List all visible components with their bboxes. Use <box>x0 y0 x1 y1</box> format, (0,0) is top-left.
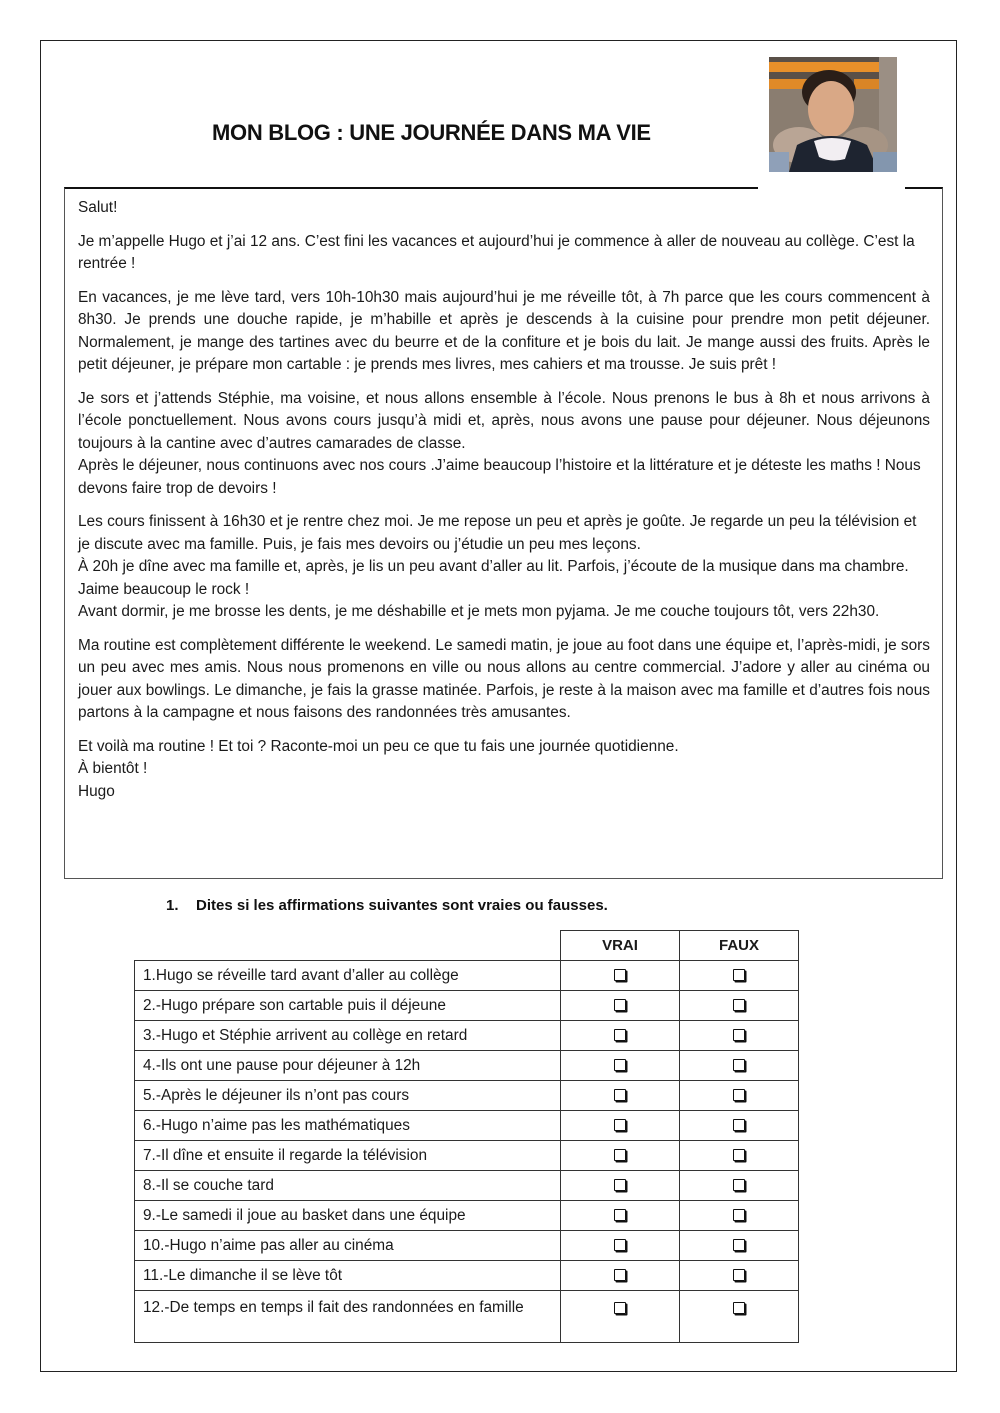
cell-vrai <box>561 1201 680 1231</box>
bedtime-text: Avant dormir, je me brosse les dents, je me déshabille et je mets mon pyjama. Je me couche toujours tôt, vers 22h30. <box>78 603 880 620</box>
table-row <box>135 961 799 991</box>
cell-faux <box>680 1111 799 1141</box>
checkbox-faux-icon[interactable] <box>733 1179 745 1191</box>
dinner-text: À 20h je dîne avec ma famille et, après, je lis un peu avant d’aller au lit. Parfois, j’écoute de la musique dans ma chambre. Jaime beaucoup le rock ! <box>78 558 909 598</box>
statement-text: 11.-Le dimanche il se lève tôt <box>135 1261 561 1291</box>
statement-text: 2.-Hugo prépare son cartable puis il déjeune <box>135 991 561 1021</box>
checkbox-vrai-icon[interactable] <box>614 1119 626 1131</box>
cell-faux <box>680 1291 799 1343</box>
table-row <box>135 1081 799 1111</box>
exercise-number: 1. <box>166 897 179 914</box>
statement-text: 3.-Hugo et Stéphie arrivent au collège en retard <box>135 1021 561 1051</box>
statement-text: 12.-De temps en temps il fait des randonnées en famille <box>135 1291 561 1343</box>
cell-vrai <box>561 1141 680 1171</box>
table-row <box>135 1051 799 1081</box>
cell-faux <box>680 1141 799 1171</box>
table-row <box>135 1021 799 1051</box>
table-row <box>135 1291 799 1343</box>
checkbox-vrai-icon[interactable] <box>614 1149 626 1161</box>
table-row <box>135 1231 799 1261</box>
checkbox-vrai-icon[interactable] <box>614 1089 626 1101</box>
table-row <box>135 1201 799 1231</box>
table-row <box>135 1141 799 1171</box>
blog-text <box>78 197 930 814</box>
closing-question: Et voilà ma routine ! Et toi ? Raconte-moi un peu ce que tu fais une journée quotidienne. <box>78 737 679 755</box>
cell-vrai <box>561 961 680 991</box>
intro-paragraph: Je m’appelle Hugo et j’ai 12 ans. C’est fini les vacances et aujourd’hui je commence à aller de nouveau au collège. C’est la rentrée ! <box>78 232 915 272</box>
checkbox-vrai-icon[interactable] <box>614 1179 626 1191</box>
blog-post <box>64 187 943 879</box>
after-school-text: Les cours finissent à 16h30 et je rentre chez moi. Je me repose un peu et après je goûte. Je regarde un peu la télévision et je discute avec ma famille. Puis, je fais mes devoirs ou j’étudie un peu mes leçons. <box>78 513 917 553</box>
table-row <box>135 1171 799 1201</box>
column-header-vrai: VRAI <box>561 931 680 961</box>
page-title: MON BLOG : UNE JOURNÉE DANS MA VIE <box>212 120 651 145</box>
statement-text: 10.-Hugo n’aime pas aller au cinéma <box>135 1231 561 1261</box>
morning-paragraph: En vacances, je me lève tard, vers 10h-10h30 mais aujourd’hui je me réveille tôt, à 7h parce que les cours commencent à 8h30. Je prends une douche rapide, je m’habille et après je descends à la cuisine pour prendre mon petit déjeuner. Normalement, je mange des tartines avec du beurre et de la confiture et je bois du lait. Je mange aussi des fruits. Après le petit déjeuner, je prépare mon cartable : je prends mes livres, mes cahiers et ma trousse. Je suis prêt ! <box>78 288 930 373</box>
boy-photo-icon <box>769 57 897 172</box>
checkbox-vrai-icon[interactable] <box>614 1029 626 1041</box>
school-text: Je sors et j’attends Stéphie, ma voisine, et nous allons ensemble à l’école. Nous prenons le bus à 8h et nous arrivons à l’école ponctuellement. Nous avons cours jusqu’à midi et, après, nous avons une pause pour déjeuner. Nous déjeunons toujours à la cantine avec d’autres camarades de classe. <box>78 389 930 452</box>
statement-text: 4.-Ils ont une pause pour déjeuner à 12h <box>135 1051 561 1081</box>
header-blank <box>135 931 561 961</box>
column-header-faux: FAUX <box>680 931 799 961</box>
cell-faux <box>680 1021 799 1051</box>
evening-paragraph <box>78 511 930 624</box>
weekend-paragraph: Ma routine est complètement différente le weekend. Le samedi matin, je joue au foot dans une équipe et, l’après-midi, je sors un peu avec mes amis. Nous nous promenons en ville ou nous allons au centre commercial. J’adore y aller au cinéma ou jouer aux bowlings. Le dimanche, je fais la grasse matinée. Parfois, je reste à la maison avec ma famille et d’autres fois nous partons à la campagne et nous faisons des randonnées très amusantes. <box>78 636 930 721</box>
checkbox-vrai-icon[interactable] <box>614 1209 626 1221</box>
cell-faux <box>680 1081 799 1111</box>
signature: Hugo <box>78 782 115 800</box>
afternoon-text: Après le déjeuner, nous continuons avec nos cours .J’aime beaucoup l’histoire et la littérature et je déteste les maths ! Nous devons faire trop de devoirs ! <box>78 457 921 497</box>
exercise-instruction <box>166 897 608 914</box>
cell-vrai <box>561 1171 680 1201</box>
checkbox-vrai-icon[interactable] <box>614 1059 626 1071</box>
checkbox-faux-icon[interactable] <box>733 1119 745 1131</box>
statement-text: 7.-Il dîne et ensuite il regarde la télévision <box>135 1141 561 1171</box>
statement-text: 9.-Le samedi il joue au basket dans une équipe <box>135 1201 561 1231</box>
checkbox-faux-icon[interactable] <box>733 1239 745 1251</box>
cell-faux <box>680 1051 799 1081</box>
statement-text: 6.-Hugo n’aime pas les mathématiques <box>135 1111 561 1141</box>
checkbox-faux-icon[interactable] <box>733 1059 745 1071</box>
cell-vrai <box>561 1021 680 1051</box>
statement-text: 1.Hugo se réveille tard avant d’aller au collège <box>135 961 561 991</box>
exercise-instruction-text: Dites si les affirmations suivantes sont vraies ou fausses. <box>196 897 608 914</box>
cell-vrai <box>561 1081 680 1111</box>
cell-vrai <box>561 991 680 1021</box>
cell-vrai <box>561 1231 680 1261</box>
checkbox-vrai-icon[interactable] <box>614 1302 626 1314</box>
checkbox-vrai-icon[interactable] <box>614 999 626 1011</box>
checkbox-faux-icon[interactable] <box>733 969 745 981</box>
checkbox-faux-icon[interactable] <box>733 1269 745 1281</box>
greeting: Salut! <box>78 199 118 216</box>
checkbox-faux-icon[interactable] <box>733 1089 745 1101</box>
closing-paragraph <box>78 736 930 804</box>
cell-faux <box>680 1201 799 1231</box>
cell-faux <box>680 1231 799 1261</box>
checkbox-vrai-icon[interactable] <box>614 969 626 981</box>
cell-vrai <box>561 1261 680 1291</box>
checkbox-faux-icon[interactable] <box>733 999 745 1011</box>
cell-vrai <box>561 1111 680 1141</box>
checkbox-faux-icon[interactable] <box>733 1149 745 1161</box>
cell-faux <box>680 991 799 1021</box>
profile-photo <box>769 57 897 172</box>
true-false-table <box>134 930 799 1343</box>
cell-vrai <box>561 1051 680 1081</box>
statement-text: 8.-Il se couche tard <box>135 1171 561 1201</box>
cell-vrai <box>561 1291 680 1343</box>
cell-faux <box>680 1261 799 1291</box>
statement-text: 5.-Après le déjeuner ils n’ont pas cours <box>135 1081 561 1111</box>
school-paragraph <box>78 388 930 501</box>
table-header-row <box>135 931 799 961</box>
table-row <box>135 1111 799 1141</box>
checkbox-faux-icon[interactable] <box>733 1209 745 1221</box>
checkbox-faux-icon[interactable] <box>733 1302 745 1314</box>
checkbox-faux-icon[interactable] <box>733 1029 745 1041</box>
cell-faux <box>680 961 799 991</box>
cell-faux <box>680 1171 799 1201</box>
checkbox-vrai-icon[interactable] <box>614 1239 626 1251</box>
farewell: À bientôt ! <box>78 760 148 777</box>
table-row <box>135 1261 799 1291</box>
table-row <box>135 991 799 1021</box>
checkbox-vrai-icon[interactable] <box>614 1269 626 1281</box>
